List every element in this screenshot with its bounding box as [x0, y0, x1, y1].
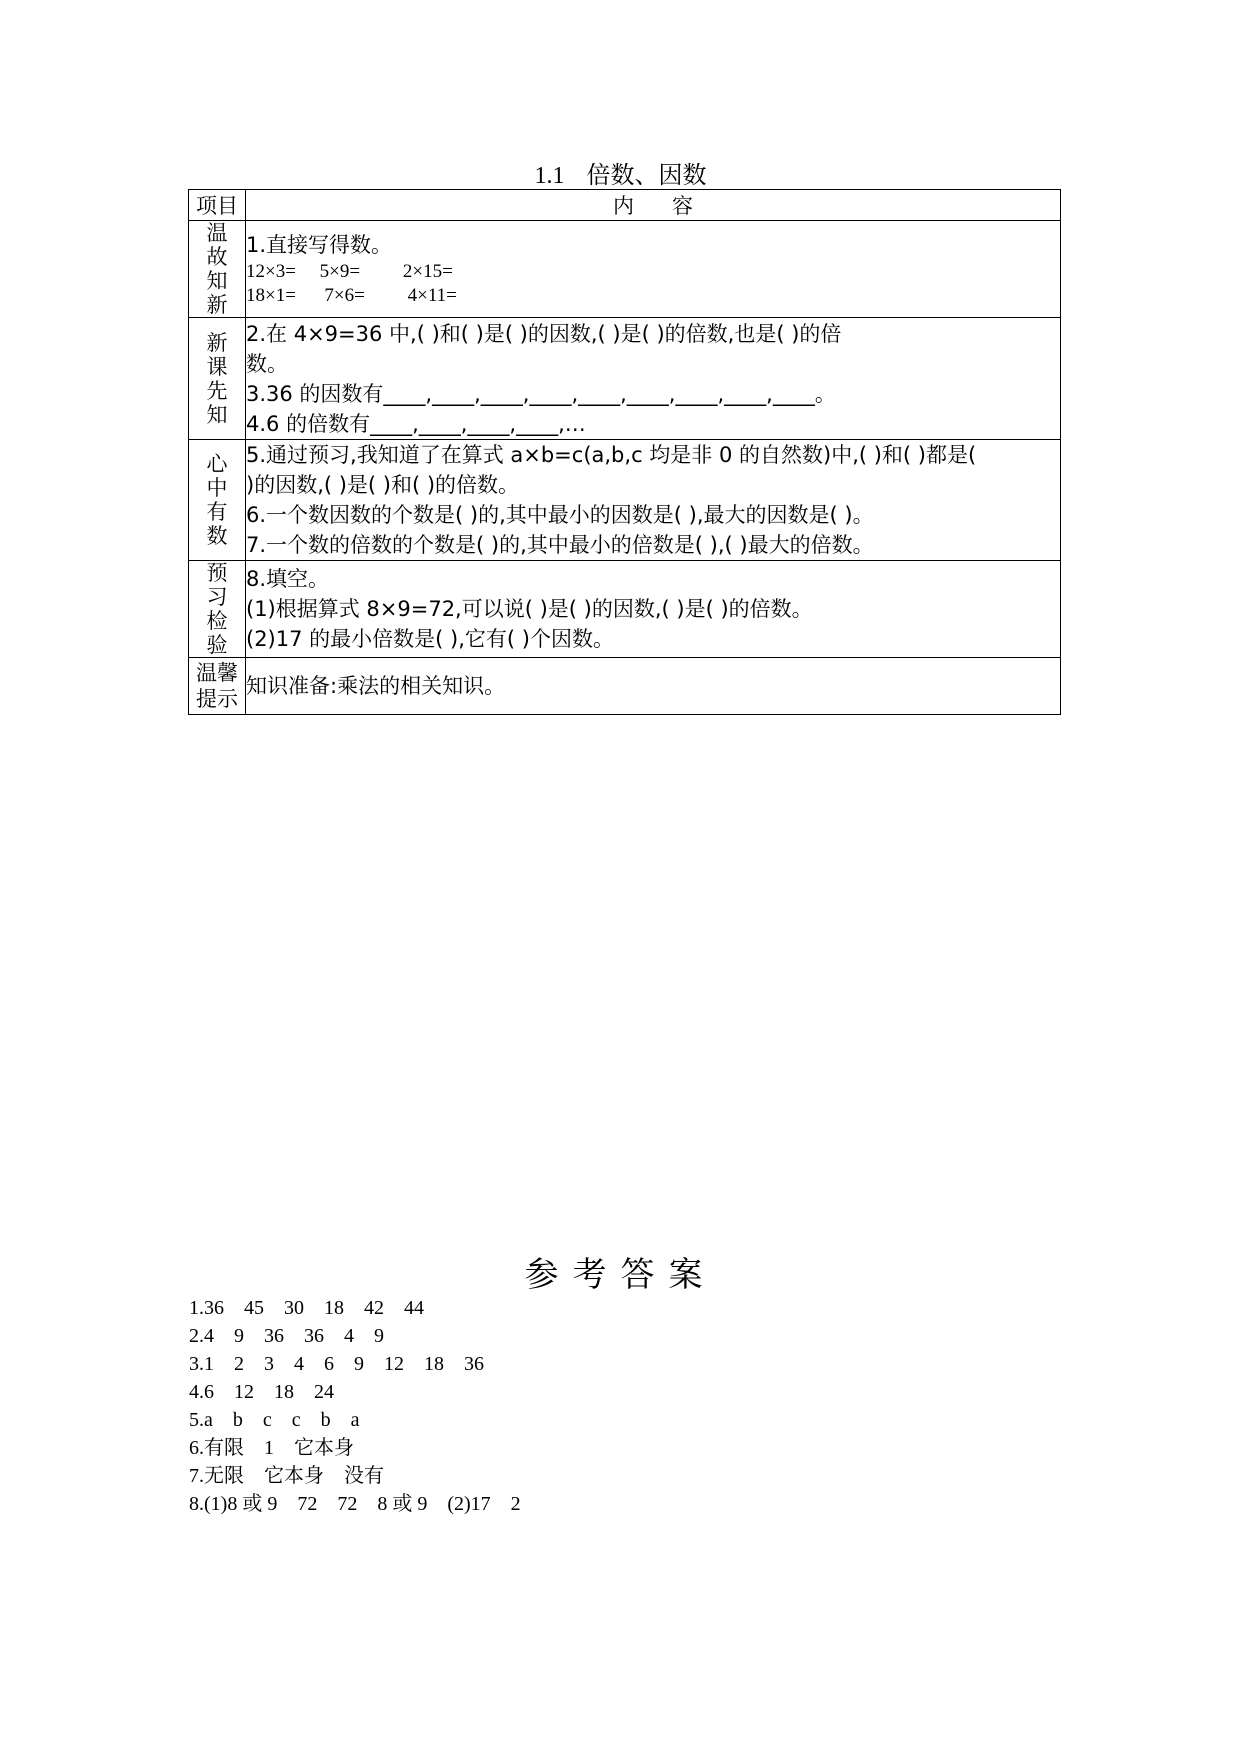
- question-line: )的因数,( )是( )和( )的倍数。: [246, 473, 520, 497]
- row-label: 预 习 检 验: [189, 561, 246, 658]
- preview-table: [188, 189, 1061, 715]
- table-row: [189, 318, 1061, 440]
- table-header-row: [189, 190, 1061, 221]
- table-row: [189, 561, 1061, 658]
- question-line: 1.直接写得数。: [246, 233, 393, 257]
- answer-item: 6.有限 1 它本身: [189, 1437, 354, 1459]
- section-number: 1.1: [534, 163, 565, 189]
- row-content: [246, 440, 1061, 561]
- answer-item: 5.a b c c b a: [189, 1409, 360, 1431]
- answer-item: 3.1 2 3 4 6 9 12 18 36: [189, 1353, 484, 1375]
- question-line: 7.一个数的倍数的个数是( )的,其中最小的倍数是( ),( )最大的倍数。: [246, 533, 874, 557]
- row-content: [246, 221, 1061, 318]
- question-line: 6.一个数因数的个数是( )的,其中最小的因数是( ),最大的因数是( )。: [246, 503, 874, 527]
- row-label: 心 中 有 数: [189, 440, 246, 561]
- question-line: 5.通过预习,我知道了在算式 a×b=c(a,b,c 均是非 0 的自然数)中,( )和( )都是(: [246, 443, 977, 467]
- question-line: 12×3= 5×9= 2×15=: [246, 261, 453, 282]
- header-item: 项目: [189, 190, 246, 221]
- row-label: 温馨 提示: [189, 658, 246, 715]
- answer-item: 8.(1)8 或 9 72 72 8 或 9 (2)17 2: [189, 1493, 521, 1515]
- question-line: 4.6 的倍数有____,____,____,____,…: [246, 411, 586, 436]
- answer-item: 7.无限 它本身 没有: [189, 1465, 384, 1487]
- section-title: 倍数、因数: [586, 161, 707, 189]
- table-row: [189, 440, 1061, 561]
- answer-item: 2.4 9 36 36 4 9: [189, 1325, 384, 1347]
- question-line: 8.填空。: [246, 567, 330, 591]
- question-line: 18×1= 7×6= 4×11=: [246, 285, 457, 306]
- row-content: [246, 561, 1061, 658]
- question-line: (2)17 的最小倍数是( ),它有( )个因数。: [246, 627, 614, 651]
- question-line: (1)根据算式 8×9=72,可以说( )是( )的因数,( )是( )的倍数。: [246, 597, 813, 621]
- question-line: 数。: [246, 351, 288, 376]
- row-label: 温 故 知 新: [189, 221, 246, 318]
- table-row: [189, 221, 1061, 318]
- row-content: [246, 318, 1061, 440]
- question-line: 知识准备:乘法的相关知识。: [246, 674, 506, 698]
- row-label: 新 课 先 知: [189, 318, 246, 440]
- question-line: 2.在 4×9=36 中,( )和( )是( )的因数,( )是( )的倍数,也是( )的倍: [246, 321, 842, 346]
- answer-item: 1.36 45 30 18 42 44: [189, 1297, 424, 1319]
- page-title: [0, 155, 1241, 190]
- answers-title: 参考答案: [524, 1255, 717, 1295]
- table-row: [189, 658, 1061, 715]
- question-line: 3.36 的因数有____,____,____,____,____,____,____,____,____。: [246, 381, 836, 406]
- header-content: 内容: [246, 190, 1061, 221]
- answer-item: 4.6 12 18 24: [189, 1381, 334, 1403]
- row-content: [246, 658, 1061, 715]
- answer-list: [189, 1294, 521, 1518]
